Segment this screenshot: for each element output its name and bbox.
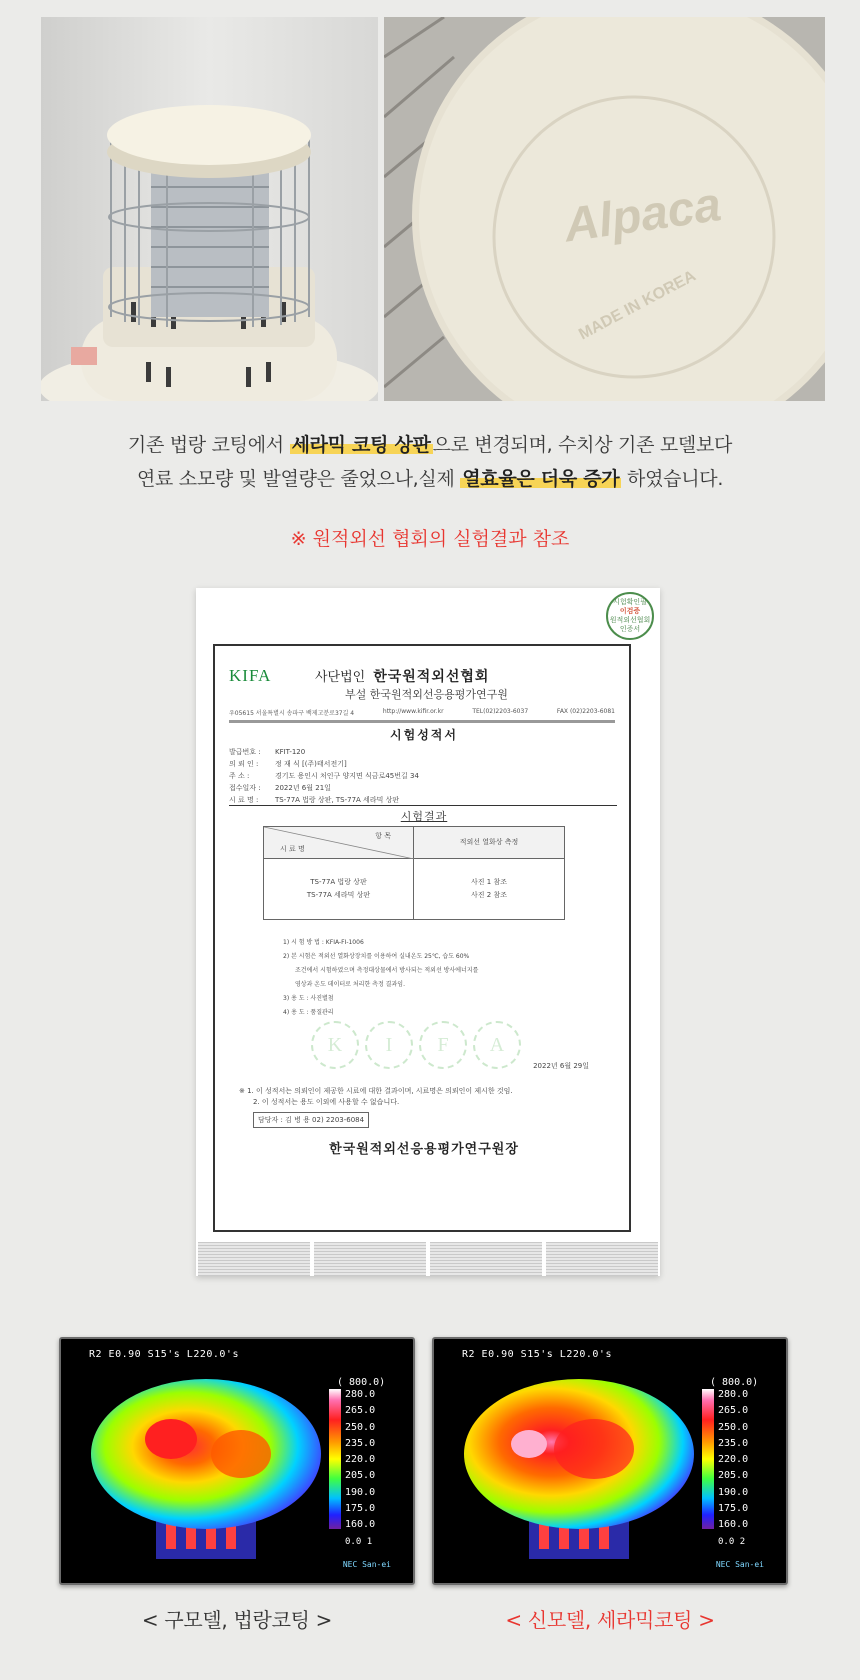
sample-cell xyxy=(264,859,414,919)
result-table xyxy=(263,826,565,920)
stamp-bottom: 원적외선협회인증서 xyxy=(609,616,651,633)
scale-tick: 235.0 xyxy=(345,1437,376,1449)
org-address xyxy=(229,708,615,723)
table-header-row xyxy=(264,827,564,859)
top-plate-photo xyxy=(384,17,825,401)
scale-tick: 175.0 xyxy=(345,1503,376,1515)
note-line: 조건에서 시험하였으며 측정대상물에서 방사되는 적외선 방사에너지를 xyxy=(295,967,479,974)
document-title: 시험성적서 xyxy=(390,728,458,742)
org-prefix: 사단법인 xyxy=(315,670,366,685)
info-row xyxy=(229,746,419,758)
kifa-logo: KIFA xyxy=(229,666,272,685)
table-header-split-cell xyxy=(264,827,414,858)
heater-photo xyxy=(41,17,378,401)
made-in-korea-emboss: MADE IN KOREA xyxy=(576,267,699,344)
product-photos xyxy=(41,17,825,401)
header-sample: 시 료 명 xyxy=(280,845,305,853)
sample-2: TS-77A 세라믹 상판 xyxy=(306,891,371,899)
address-tel: TEL(02)2203-6037 xyxy=(472,708,529,715)
desc-l2-highlight: 열효율은 더욱 증가 xyxy=(462,468,620,490)
scale-tick: 205.0 xyxy=(345,1470,376,1482)
info-row xyxy=(229,770,419,782)
stamp-top: 시험확인필 xyxy=(613,598,647,606)
info-value: 정 재 식 [(주)태서전기] xyxy=(275,760,347,768)
thermal-image-old xyxy=(59,1337,415,1585)
scale-tick: 265.0 xyxy=(345,1405,376,1417)
note-line: 1) 시 험 방 법 : KFIA-FI-1006 xyxy=(283,939,364,946)
thermal-header: R2 E0.90 S15's L220.0's xyxy=(89,1349,239,1360)
desc-l2-post: 하였습니다. xyxy=(621,468,724,490)
note-line: 영상과 온도 데이터로 처리한 측정 결과임. xyxy=(295,981,405,988)
scale-min: 0.0 xyxy=(718,1537,735,1547)
scale-tick: 235.0 xyxy=(718,1437,749,1449)
address-url: http://www.kifir.or.kr xyxy=(382,708,444,715)
scale-tick: 220.0 xyxy=(718,1454,749,1466)
image-index: 2 xyxy=(739,1537,746,1547)
address-street: 우05615 서울특별시 송파구 백제고분로37길 4 xyxy=(229,710,355,717)
result-2: 사진 2 참조 xyxy=(471,891,507,899)
disclaimer xyxy=(239,1086,513,1108)
header-measure: 적외선 열화상 측정 xyxy=(459,838,519,846)
scale-tick: 190.0 xyxy=(345,1486,376,1498)
certificate-stamp xyxy=(606,592,654,640)
top-plate-illustration xyxy=(384,17,825,401)
result-cell xyxy=(414,859,564,919)
scale-tick: 205.0 xyxy=(718,1470,749,1482)
scale-ticks xyxy=(345,1387,375,1534)
caption-old-model: < 구모델, 법랑코팅 > xyxy=(141,1608,333,1632)
camera-brand: NEC San-ei xyxy=(342,1560,391,1569)
scale-end xyxy=(718,1537,745,1547)
scale-tick: 280.0 xyxy=(718,1389,749,1400)
scale-tick: 175.0 xyxy=(718,1503,749,1515)
footer-block xyxy=(198,1242,310,1276)
note-line: 4) 용 도 : 품질관리 xyxy=(283,1009,334,1016)
reference-note: ※ 원적외선 협회의 실험결과 참조 xyxy=(290,528,570,550)
scale-tick: 250.0 xyxy=(345,1421,376,1433)
description-line-2 xyxy=(0,462,860,496)
description-text xyxy=(0,428,860,496)
caption-new-model: < 신모델, 세라믹코팅 > xyxy=(505,1608,715,1632)
sample-1: TS-77A 법랑 상판 xyxy=(310,878,367,886)
result-1: 사진 1 참조 xyxy=(471,878,507,886)
scale-end xyxy=(345,1537,372,1547)
scale-tick: 190.0 xyxy=(718,1486,749,1498)
scale-tick: 160.0 xyxy=(345,1519,376,1531)
watermark-letter: K xyxy=(311,1021,359,1069)
scale-tick: 265.0 xyxy=(718,1405,749,1417)
heater-illustration xyxy=(41,17,378,401)
scale-tick: 250.0 xyxy=(718,1421,749,1433)
certificate-frame xyxy=(213,644,631,1232)
header-item: 항 목 xyxy=(375,832,391,840)
info-key: 주 소 : xyxy=(229,772,250,780)
info-value: 경기도 용인시 처인구 양지면 식금로45번길 34 xyxy=(275,772,419,780)
color-scale-bar xyxy=(702,1389,714,1529)
thermal-header: R2 E0.90 S15's L220.0's xyxy=(462,1349,612,1360)
alpaca-logo: Alpaca xyxy=(560,178,725,253)
info-divider xyxy=(229,805,617,806)
desc-l1-pre: 기존 법랑 코팅에서 xyxy=(127,434,290,456)
test-certificate xyxy=(196,588,660,1276)
disclaimer-line: ※ 1. 이 성적서는 의뢰인이 제공한 시료에 대한 결과이며, 시료명은 의뢰인이 제시한 것임. xyxy=(239,1087,513,1095)
footer-block xyxy=(314,1242,426,1276)
info-row xyxy=(229,782,419,794)
info-value: TS-77A 법랑 상판, TS-77A 세라믹 상판 xyxy=(275,796,400,804)
camera-brand: NEC San-ei xyxy=(715,1560,764,1569)
image-index: 1 xyxy=(366,1537,373,1547)
test-notes xyxy=(283,936,478,1020)
info-key: 발급번호 : xyxy=(229,748,261,756)
scale-min: 0.0 xyxy=(345,1537,362,1547)
info-key: 시 료 명 : xyxy=(229,796,259,804)
desc-l1-highlight: 세라믹 코팅 상판 xyxy=(291,434,431,456)
director-signature: 한국원적외선응용평가연구원장 xyxy=(329,1142,519,1157)
org-name xyxy=(315,666,489,686)
info-key: 의 뢰 인 : xyxy=(229,760,259,768)
note-line: 3) 용 도 : 사진별첨 xyxy=(283,995,334,1002)
scale-unit: ( 800.0) xyxy=(337,1377,386,1388)
footer-block xyxy=(430,1242,542,1276)
result-title: 시험결과 xyxy=(400,810,448,823)
scale-tick: 280.0 xyxy=(345,1389,376,1400)
address-fax: FAX (02)2203-6081 xyxy=(556,708,615,715)
org-subtitle: 부설 한국원적외선응용평가연구원 xyxy=(345,688,508,701)
table-row xyxy=(264,859,564,919)
desc-l2-pre: 연료 소모량 및 발열량은 줄었으나,실제 xyxy=(136,468,461,490)
scale-ticks xyxy=(718,1387,748,1534)
color-scale-bar xyxy=(329,1389,341,1529)
watermark-letter: F xyxy=(419,1021,467,1069)
scale-tick: 160.0 xyxy=(718,1519,749,1531)
description-line-1 xyxy=(0,428,860,462)
info-key: 접수일자 : xyxy=(229,784,261,792)
watermark-letter: I xyxy=(365,1021,413,1069)
stamp-mid: 이검증 xyxy=(619,607,641,615)
desc-l1-post: 으로 변경되며, 수치상 기존 모델보다 xyxy=(432,434,733,456)
issue-date: 2022년 6월 29일 xyxy=(533,1062,589,1070)
watermark-letter: A xyxy=(473,1021,521,1069)
disclaimer-line: 2. 이 성적서는 용도 이외에 사용할 수 없습니다. xyxy=(253,1098,400,1106)
certificate-info xyxy=(229,746,419,806)
info-value: 2022년 6월 21일 xyxy=(275,784,331,792)
scale-tick: 220.0 xyxy=(345,1454,376,1466)
info-value: KFIT-120 xyxy=(275,748,306,756)
kifa-watermark xyxy=(311,1021,521,1081)
thermal-image-new xyxy=(432,1337,788,1585)
info-row xyxy=(229,758,419,770)
note-line: 2) 본 시험은 적외선 열화상장치를 이용하여 실내온도 25℃, 습도 60% xyxy=(283,953,470,960)
footer-block xyxy=(546,1242,658,1276)
diagonal-line xyxy=(264,827,414,859)
scale-unit: ( 800.0) xyxy=(710,1377,759,1388)
certificate-footer-strip xyxy=(196,1242,660,1276)
org-title: 한국원적외선협회 xyxy=(373,669,490,685)
contact-box: 담당자 : 김 병 용 02) 2203-6084 xyxy=(253,1112,369,1128)
